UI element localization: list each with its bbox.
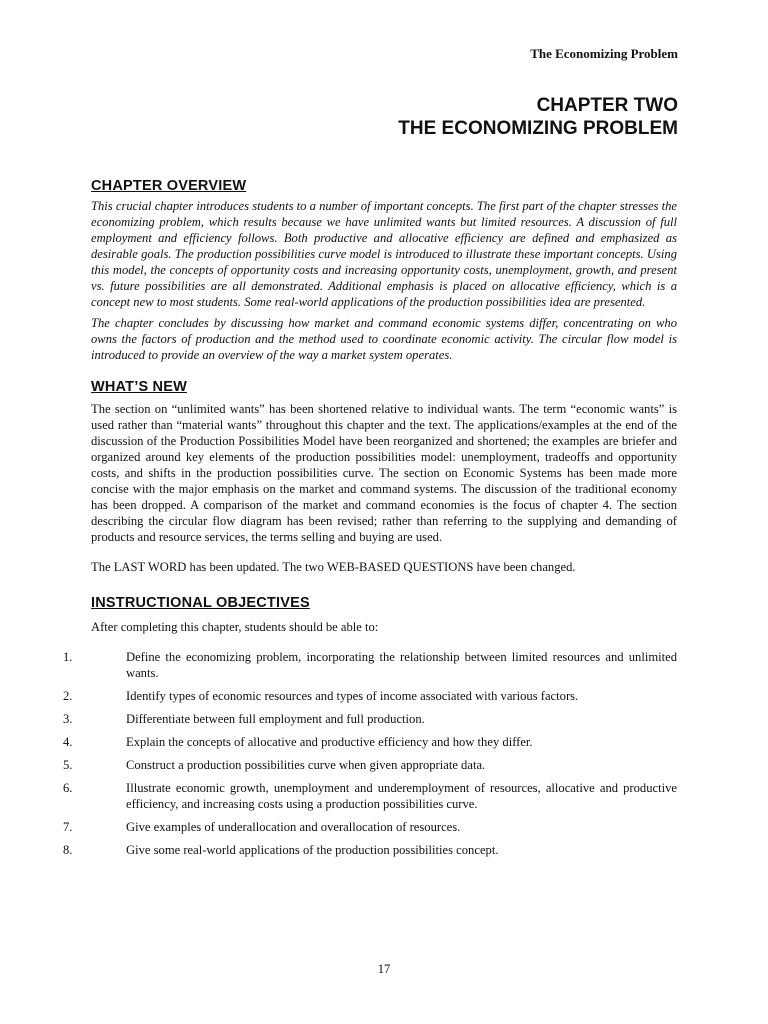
chapter-number: CHAPTER TWO [536,95,678,116]
item-number: 6. [63,781,73,795]
whats-new-paragraph-2: The LAST WORD has been updated. The two WEB-BASED QUESTIONS have been changed. [91,560,576,574]
section-instructional-objectives [63,595,677,858]
objectives-heading: INSTRUCTIONAL OBJECTIVES [91,595,310,611]
item-number: 5. [63,758,73,772]
objectives-list [63,649,677,858]
item-number: 1. [63,650,73,664]
item-text: Construct a production possibilities curve when given appropriate data. [126,758,486,772]
overview-paragraph-1: This crucial chapter introduces students to a number of important concepts. The first part of the chapter stresses the economizing problem, which results because we have unlimited wants but limited resources. A discussion of full employment and efficiency follows. Both productive and allocative efficiency are defined and emphasized as desirable goals. The production possibilities curve model is introduced to illustrate these important concepts. Using this model, the concepts of opportunity costs and increasing opportunity costs, unemployment, growth, and present vs. future possibilities are all demonstrated. Additional emphasis is placed on allocative efficiency, which is a concept new to most students. Some real-world applications of the production possibilities idea are presented. [91,199,677,309]
page-number: 17 [377,962,391,976]
item-number: 8. [63,843,73,857]
item-number: 2. [63,689,73,703]
objectives-intro: After completing this chapter, students should be able to: [91,620,379,634]
item-number: 4. [63,735,73,749]
chapter-title [398,94,678,140]
overview-paragraph-2: The chapter concludes by discussing how market and command economic systems differ, concentrating on who owns the factors of production and the method used to coordinate economic activity. The circular flow model is introduced to provide an overview of the way a market system operates. [91,316,677,362]
item-number: 7. [63,820,73,834]
list-item [63,780,677,812]
overview-heading: CHAPTER OVERVIEW [91,178,247,194]
list-item [63,688,677,704]
running-header: The Economizing Problem [530,46,678,61]
list-item [63,711,677,727]
chapter-name: THE ECONOMIZING PROBLEM [398,118,678,139]
list-item [63,842,677,858]
item-text: Differentiate between full employment and full production. [126,712,425,726]
item-text: Give examples of underallocation and overallocation of resources. [126,820,461,834]
content [63,178,677,865]
list-item [63,649,677,681]
item-text: Define the economizing problem, incorporating the relationship between limited resources and unlimited wants. [126,650,677,680]
item-number: 3. [63,712,73,726]
whats-new-heading: WHAT’S NEW [91,379,187,395]
item-text: Identify types of economic resources and types of income associated with various factors. [126,689,579,703]
item-text: Illustrate economic growth, unemployment and underemployment of resources, allocative and productive efficiency, and increasing costs using a production possibilities curve. [126,781,677,811]
list-item [63,734,677,750]
list-item [63,819,677,835]
list-item [63,757,677,773]
whats-new-paragraph-1: The section on “unlimited wants” has been shortened relative to individual wants. The term “economic wants” is used rather than “material wants” throughout this chapter and the text. The applications/examples at the end of the discussion of the Production Possibilities Model have been reorganized and shortened; the examples are briefer and organized around key elements of the production possibilities model: unemployment, tradeoffs and opportunity costs, and shifts in the production possibilities curve. The section on Economic Systems has been made more concise with the major emphasis on the market and command systems. The discussion of the traditional economy has been dropped. A comparison of the market and command economies is the focus of chapter 4. The section describing the circular flow diagram has been revised; rather than referring to the supplying and demanding of products and resource services, the terms selling and buying are used. [91,402,677,544]
section-chapter-overview [91,178,677,363]
item-text: Explain the concepts of allocative and productive efficiency and how they differ. [126,735,533,749]
section-whats-new [91,379,677,575]
item-text: Give some real-world applications of the production possibilities concept. [126,843,499,857]
